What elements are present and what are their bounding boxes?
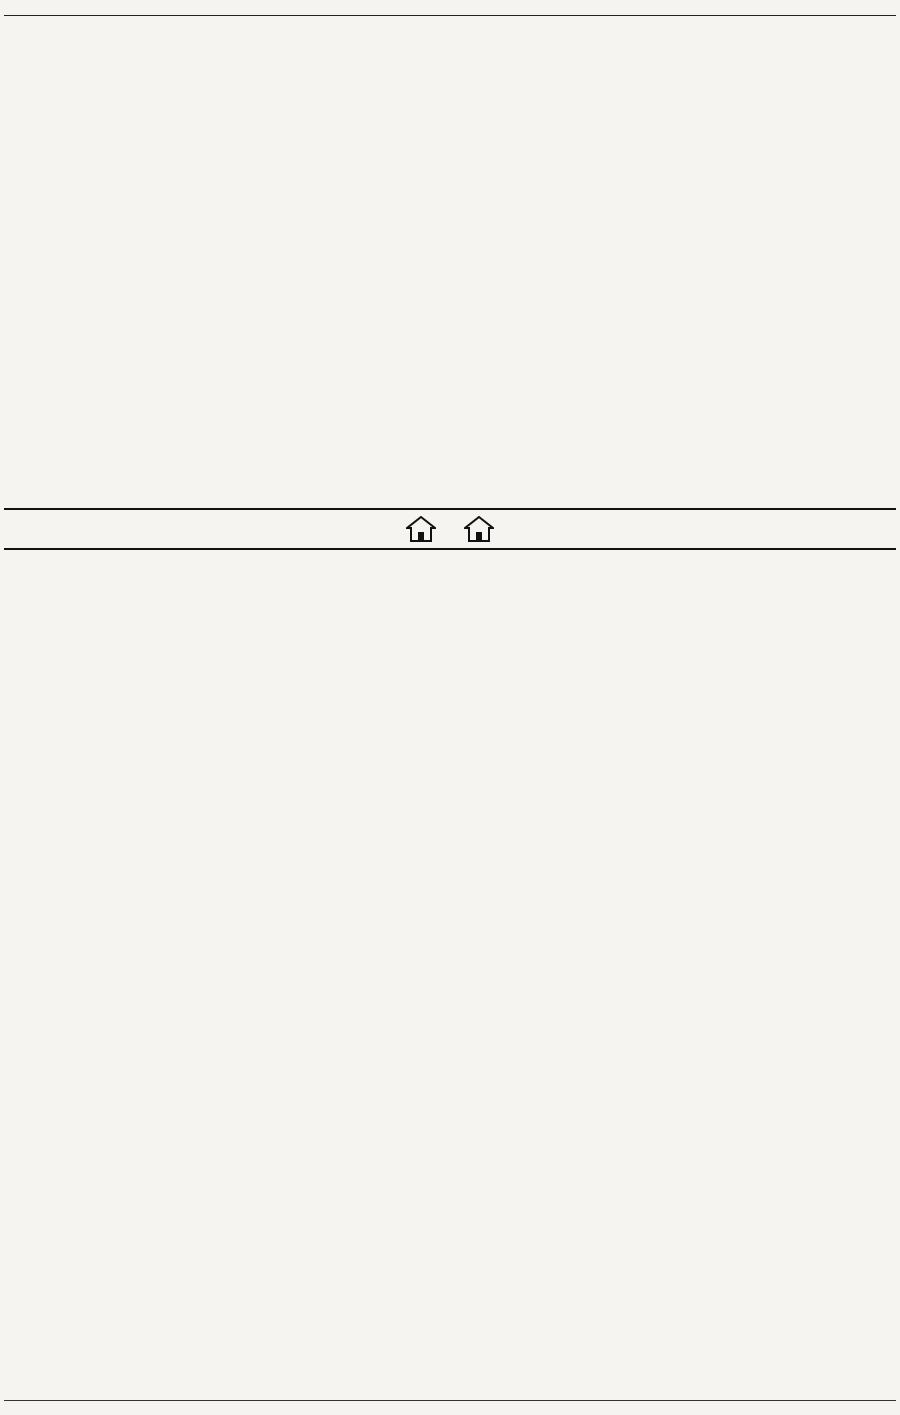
house-icon bbox=[464, 516, 494, 542]
page-header bbox=[4, 2, 896, 16]
house-icon bbox=[406, 516, 436, 542]
service-guide-section bbox=[4, 553, 896, 1398]
home-service-guide-banner bbox=[4, 508, 896, 550]
help-wanted-section bbox=[4, 18, 896, 506]
guide-title-row bbox=[406, 516, 494, 542]
page-bottom-rule bbox=[4, 1400, 896, 1401]
